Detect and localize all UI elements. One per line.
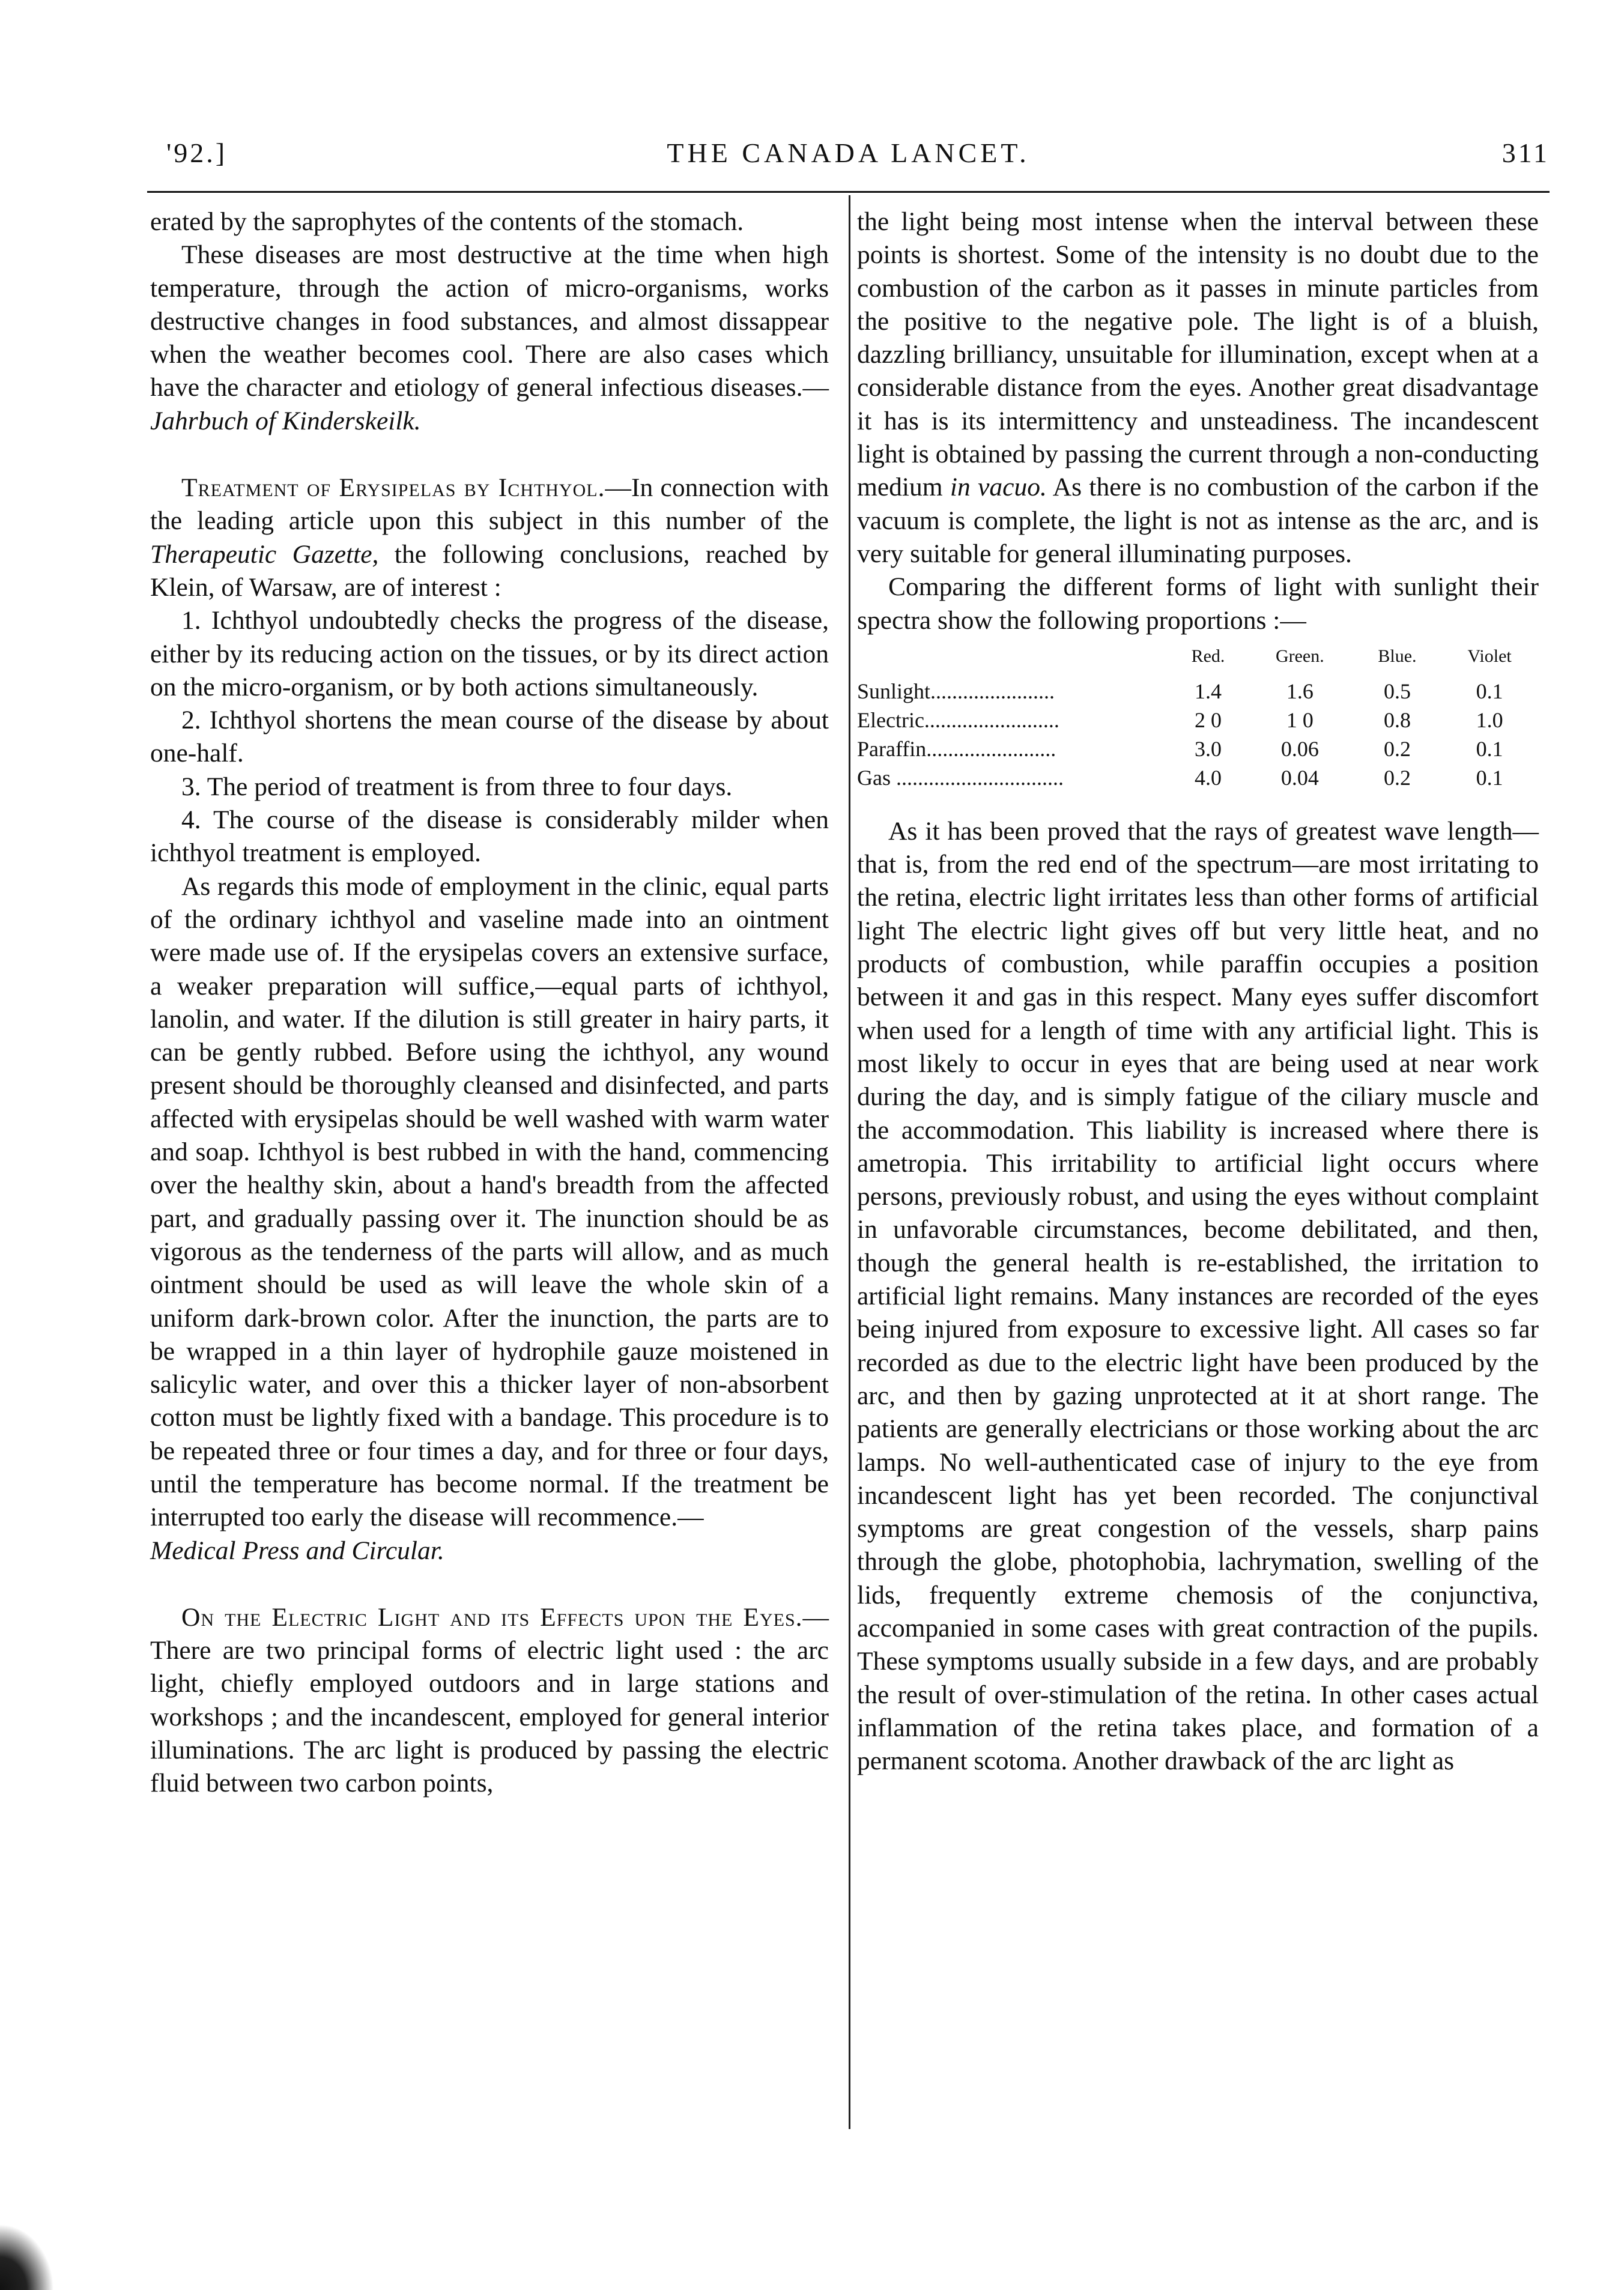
- comparison-paragraph: Comparing the different forms of light with sunlight their spectra show the following proportions :—: [857, 572, 1539, 635]
- arc-light-paragraph: [857, 205, 1539, 571]
- erysipelas-journal: Therapeutic Gazette,: [150, 539, 379, 569]
- right-column: [857, 205, 1539, 1778]
- table-cell: 0.2: [1383, 736, 1411, 761]
- table-cell: 0.04: [1280, 765, 1319, 790]
- electric-light-paragraph: [150, 1601, 829, 1801]
- table-cell: 1 0: [1286, 707, 1313, 732]
- page-number: 311: [1501, 138, 1550, 168]
- diseases-source: Jahrbuch of Kinderskeilk.: [150, 406, 421, 435]
- table-cell: 0.5: [1383, 679, 1411, 703]
- table-cell: 2 0: [1195, 707, 1222, 732]
- table-cell: 0.1: [1476, 765, 1503, 790]
- table-header-cell: Green.: [1275, 646, 1324, 666]
- table-cell: Paraffin........................: [857, 736, 1056, 761]
- scan-ink-blot: [0, 2224, 54, 2290]
- table-cell: Electric.........................: [857, 707, 1059, 732]
- arc-light-text-a: the light being most intense when the interval between these points is shortest. Some of the intensity is no doubt due to the combustion of the carbon as it passes in minute particles from the positive to the negative pole. The light is of a bluish, dazzling brilliancy, unsuitable for illumination, except when at a considerable distance from the eyes. Another great disadvantage it has is its intermittency and unsteadiness. The incandescent light is obtained by passing the current through a non-conducting medium: [857, 207, 1539, 502]
- diseases-paragraph: [150, 238, 829, 438]
- table-header-cell: Red.: [1191, 646, 1225, 666]
- erysipelas-intro-a: —In connection with the leading article upon this subject in this number of the: [150, 473, 829, 536]
- erysipelas-source: Medical Press and Circular.: [150, 1536, 444, 1565]
- table-cell: 1.0: [1476, 707, 1503, 732]
- table-cell: 3.0: [1195, 736, 1222, 761]
- table-row: [857, 735, 1539, 763]
- spectra-table: [857, 642, 1539, 792]
- table-header-row: [857, 642, 1539, 677]
- table-cell: 1.4: [1195, 679, 1222, 703]
- table-cell: Gas ...............................: [857, 765, 1064, 790]
- header-rule-left: [147, 191, 853, 193]
- in-vacuo: in vacuo.: [950, 473, 1047, 502]
- electric-light-heading: On the Electric Light and its Effects upon the Eyes.: [181, 1602, 803, 1632]
- table-cell: 0.06: [1280, 736, 1319, 761]
- diseases-text: These diseases are most destructive at the time when high temperature, through the action of micro-organisms, works destructive changes in food substances, and almost dissappear when the weather becomes cool. There are also cases which have the character and etiology of general infectious diseases.—: [150, 240, 829, 402]
- irritation-paragraph: As it has been proved that the rays of greatest wave length—that is, from the red end of the spectrum—are most irritating to the retina, electric light irritates less than other forms of artificial light The electric light gives off but very little heat, and no products of combustion, while paraffin occupies a position between it and gas in this respect. Many eyes suffer discomfort when used for a length of time with any artificial light. This is most likely to occur in eyes that are being used at near work during the day, and is simply fatigue of the ciliary muscle and the accommodation. This liability is increased where there is ametropia. This irritability to artificial light occurs where persons, previously robust, and using the eyes without complaint in unfavorable circumstances, become debilitated, and then, though the general health is re-established, the irritation to artificial light remains. Many instances are recorded of the eyes being injured from exposure to excessive light. All cases so far recorded as due to the electric light have been produced by the arc, and then by gazing unprotected at it at short range. The patients are generally electricians or those working about the arc lamps. No well-authenticated case of injury to the eye from incandescent light has yet been recorded. The conjunctival symptoms are great congestion of the vessels, sharp pains through the globe, photophobia, lachrymation, swelling of the lids, frequently extreme chemosis of the conjunctiva, accompanied in some cases with great contraction of the pupils. These symptoms usually subside in a few days, and are probably the result of over-stimulation of the retina. In other cases actual inflammation of the retina takes place, and formation of a permanent scotoma. Another drawback of the arc light as: [857, 816, 1539, 1776]
- conclusion-item: 2. Ichthyol shortens the mean course of the disease by about one-half.: [150, 706, 829, 768]
- journal-title: THE CANADA LANCET.: [667, 138, 1030, 168]
- conclusion-item: 1. Ichthyol undoubtedly checks the progress of the disease, either by its reducing action on the tissues, or by its direct action on the micro-organism, or by both actions simultaneously.: [150, 606, 829, 701]
- conclusion-item: 3. The period of treatment is from three to four days.: [181, 772, 733, 801]
- table-cell: Sunlight.......................: [857, 679, 1055, 703]
- table-row: [857, 677, 1539, 706]
- section-gap: [150, 438, 829, 471]
- column-divider: [849, 195, 850, 2129]
- erysipelas-heading: Treatment of Erysipelas by Ichthyol.: [181, 473, 605, 503]
- table-cell: 0.1: [1476, 679, 1503, 703]
- conclusion-item: 4. The course of the disease is considerably milder when ichthyol treatment is employed.: [150, 805, 829, 868]
- section-gap: [150, 1568, 829, 1601]
- table-cell: 0.1: [1476, 736, 1503, 761]
- table-row: [857, 763, 1539, 792]
- table-row: [857, 706, 1539, 735]
- table-header-cell: Violet: [1467, 646, 1512, 666]
- table-header-cell: Blue.: [1378, 646, 1417, 666]
- header-rule-right: [852, 191, 1550, 193]
- page-header: [147, 137, 1550, 185]
- header-year: '92.]: [166, 138, 228, 168]
- arc-light-text-b: As there is no combustion of the carbon if the vacuum is complete, the light is not as intense as the arc, and is very suitable for general illuminating purposes.: [857, 473, 1539, 568]
- left-column: [150, 205, 829, 1801]
- erysipelas-body: As regards this mode of employment in the clinic, equal parts of the ordinary ichthyol and vaseline made into an ointment were made use of. If the erysipelas covers an extensive surface, a weaker preparation will suffice,—equal parts of ichthyol, lanolin, and water. If the dilution is still greater in hairy parts, it can be gently rubbed. Before using the ichthyol, any wound present should be thoroughly cleansed and disinfected, and parts affected with erysipelas should be well washed with warm water and soap. Ichthyol is best rubbed in with the hand, commencing over the healthy skin, about a hand's breadth from the affected part, and gradually passing over it. The inunction should be as vigorous as the tenderness of the parts will allow, and as much ointment should be used as will leave the whole skin of a uniform dark-brown color. After the inunction, the parts are to be wrapped in a thin layer of hydrophile gauze moistened in salicylic water, and over this a thicker layer of non-absorbent cotton must be lightly fixed with a bandage. This procedure is to be repeated three or four times a day, and for three or four days, until the temperature has become normal. If the treatment be interrupted too early the disease will recommence.—: [150, 871, 829, 1532]
- table-cell: 4.0: [1195, 765, 1222, 790]
- erysipelas-intro-b: the following conclusions, reached by Klein, of Warsaw, are of interest :: [150, 539, 829, 602]
- table-header-cell: [857, 642, 1171, 677]
- table-cell: 0.2: [1383, 765, 1411, 790]
- table-cell: 1.6: [1286, 679, 1313, 703]
- electric-light-body: —There are two principal forms of electric light used : the arc light, chiefly employed outdoors and in large stations and workshops ; and the incandescent, employed for general interior illuminations. The arc light is produced by passing the electric fluid between two carbon points,: [150, 1602, 829, 1798]
- table-gap: [857, 798, 1539, 815]
- erysipelas-intro: [150, 471, 829, 604]
- continued-paragraph: erated by the saprophytes of the contents of the stomach.: [150, 207, 744, 236]
- table-cell: 0.8: [1383, 707, 1411, 732]
